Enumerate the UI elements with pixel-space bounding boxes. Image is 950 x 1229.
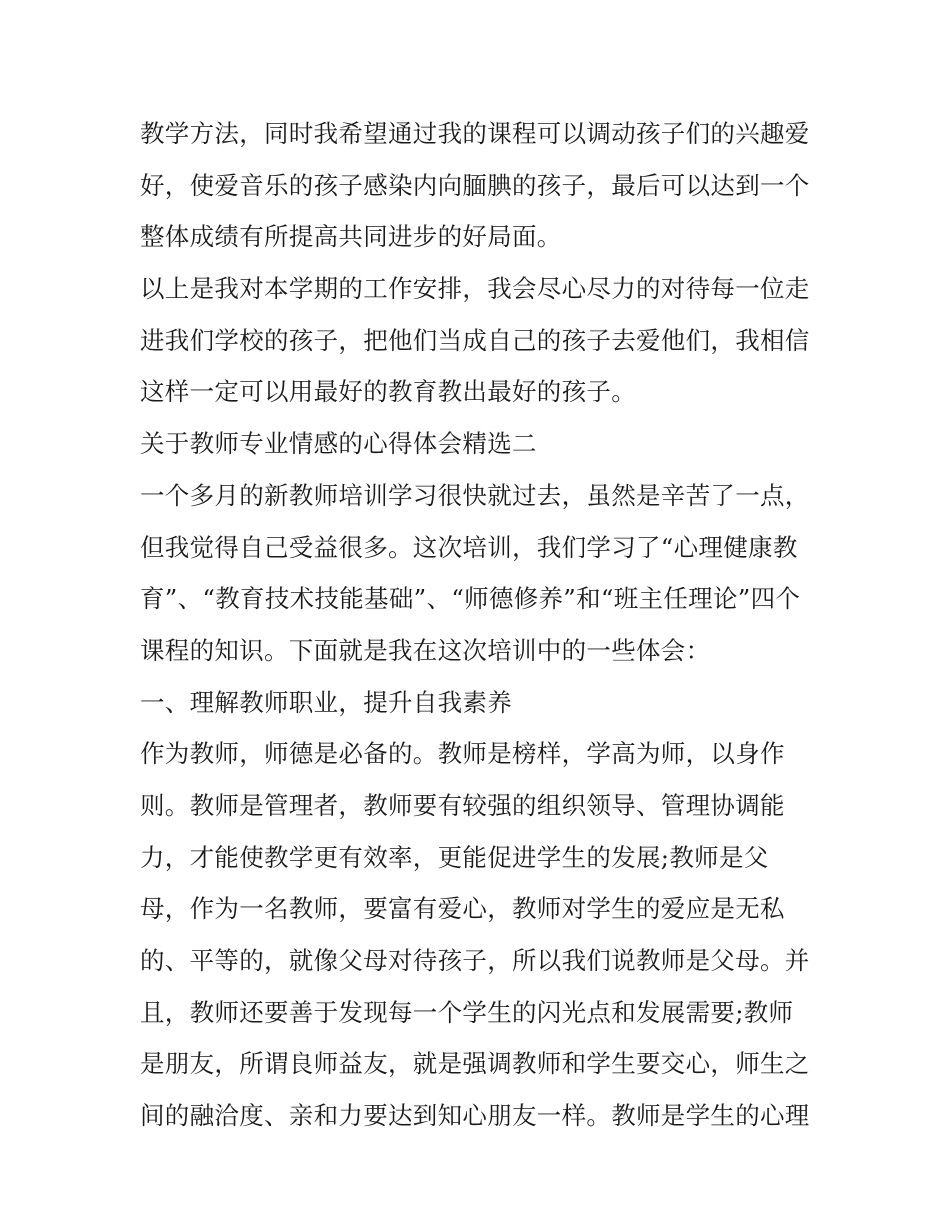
text-line: 这样一定可以用最好的教育教出最好的孩子。 bbox=[140, 377, 636, 407]
text-line: 母，作为一名教师，要富有爱心，教师对学生的爱应是无私 bbox=[140, 894, 785, 924]
text-line: 进我们学校的孩子，把他们当成自己的孩子去爱他们，我相信 bbox=[140, 325, 810, 355]
text-line: 的、平等的，就像父母对待孩子，所以我们说教师是父母。并 bbox=[140, 946, 810, 975]
text-line: 但我觉得自己受益很多。这次培训，我们学习了“心理健康教 bbox=[140, 532, 798, 562]
text-line: 间的融洽度、亲和力要达到知心朋友一样。教师是学生的心理 bbox=[140, 1101, 810, 1131]
text-line: 课程的知识。下面就是我在这次培训中的一些体会： bbox=[140, 635, 711, 665]
document-body bbox=[140, 108, 840, 1142]
text-line: 好，使爱音乐的孩子感染内向腼腆的孩子，最后可以达到一个 bbox=[140, 170, 810, 200]
text-line: 且，教师还要善于发现每一个学生的闪光点和发展需要;教师 bbox=[140, 997, 794, 1027]
text-line: 育”、“教育技术技能基础”、“师德修养”和“班主任理论”四个 bbox=[140, 584, 801, 614]
text-line: 作为教师，师德是必备的。教师是榜样，学高为师，以身作 bbox=[140, 739, 785, 769]
text-line: 一个多月的新教师培训学习很快就过去，虽然是辛苦了一点， bbox=[140, 480, 810, 510]
text-line: 力，才能使教学更有效率，更能促进学生的发展;教师是父 bbox=[140, 842, 769, 872]
text-line: 是朋友，所谓良师益友，就是强调教师和学生要交心，师生之 bbox=[140, 1049, 810, 1079]
section-heading: 关于教师专业情感的心得体会精选二 bbox=[140, 429, 537, 459]
text-line: 则。教师是管理者，教师要有较强的组织领导、管理协调能 bbox=[140, 790, 785, 820]
text-line: 教学方法，同时我希望通过我的课程可以调动孩子们的兴趣爱 bbox=[140, 119, 810, 148]
text-line: 以上是我对本学期的工作安排，我会尽心尽力的对待每一位走 bbox=[140, 274, 810, 304]
sub-heading: 一、理解教师职业，提升自我素养 bbox=[140, 687, 512, 717]
text-line: 整体成绩有所提高共同进步的好局面。 bbox=[140, 222, 562, 252]
